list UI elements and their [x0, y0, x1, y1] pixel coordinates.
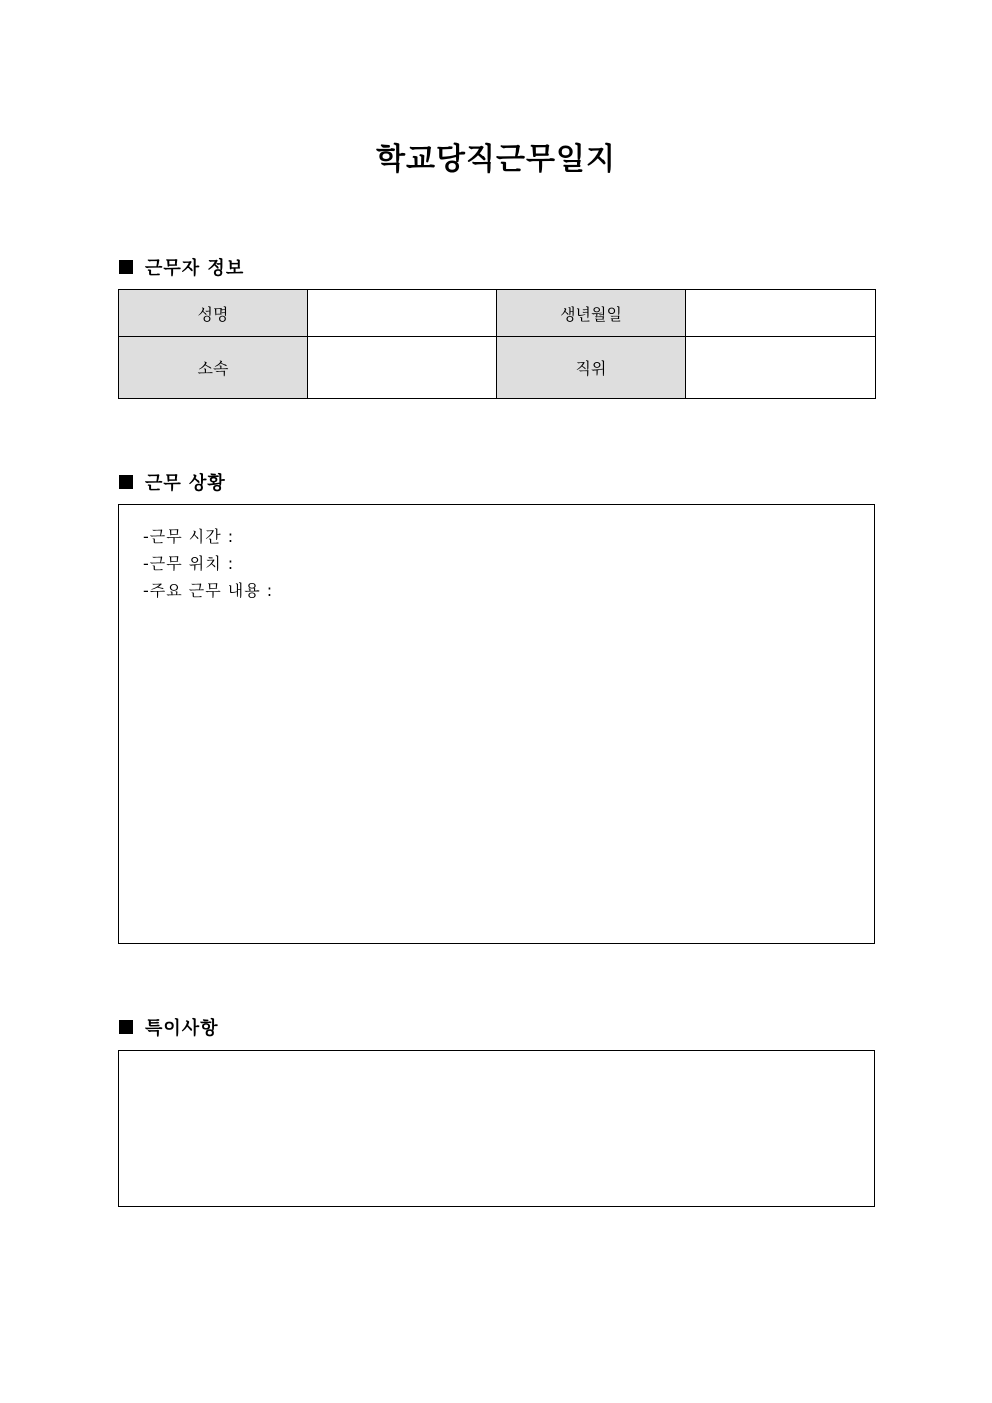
birthdate-label: 생년월일	[497, 290, 686, 337]
section-heading-notes	[119, 1014, 219, 1040]
section-heading-label: 특이사항	[145, 1018, 219, 1039]
table-row	[119, 290, 876, 337]
work-content-line: -주요 근무 내용 :	[143, 581, 274, 600]
work-location-line: -근무 위치 :	[143, 554, 235, 573]
work-time-line: -근무 시간 :	[143, 527, 235, 546]
section-heading-worker-info	[119, 254, 244, 280]
position-field[interactable]	[686, 337, 876, 399]
name-field[interactable]	[308, 290, 497, 337]
work-status-lines	[143, 523, 273, 604]
section-heading-label: 근무 상황	[145, 473, 226, 494]
name-label: 성명	[119, 290, 308, 337]
position-label: 직위	[497, 337, 686, 399]
section-heading-label: 근무자 정보	[145, 258, 245, 279]
affiliation-field[interactable]	[308, 337, 497, 399]
affiliation-label: 소속	[119, 337, 308, 399]
square-bullet-icon	[119, 475, 133, 489]
section-heading-work-status	[119, 469, 226, 495]
table-row	[119, 337, 876, 399]
worker-info-table	[118, 289, 876, 399]
square-bullet-icon	[119, 260, 133, 274]
square-bullet-icon	[119, 1020, 133, 1034]
work-status-box[interactable]	[118, 504, 875, 944]
notes-box[interactable]	[118, 1050, 875, 1207]
birthdate-field[interactable]	[686, 290, 876, 337]
document-title: 학교당직근무일지	[376, 142, 616, 177]
